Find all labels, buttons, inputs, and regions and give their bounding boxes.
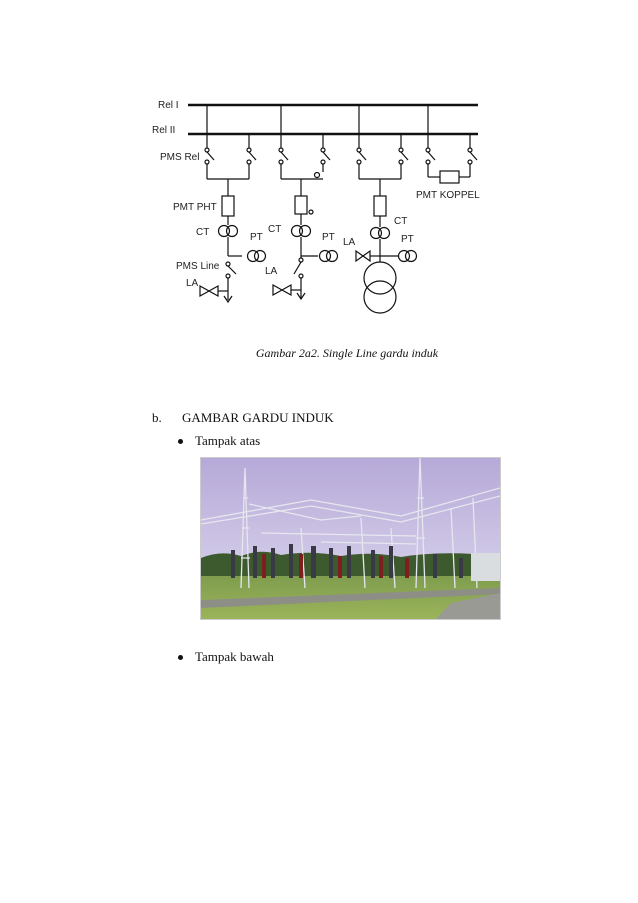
substation-photo	[200, 457, 501, 620]
section-title: GAMBAR GARDU INDUK	[182, 410, 334, 425]
bullet-text: Tampak atas	[195, 433, 261, 448]
bullet-dot-icon	[178, 655, 183, 660]
bullet-item	[178, 433, 260, 449]
label-pmt-pht: PMT PHT	[173, 202, 217, 213]
coupler-bay	[426, 105, 477, 183]
label-rel-2: Rel II	[152, 125, 176, 136]
figure-caption: Gambar 2a2. Single Line gardu induk	[255, 346, 439, 360]
section-number: b.	[152, 410, 162, 425]
bullet-dot-icon	[178, 439, 183, 444]
substation-photo-illustration	[201, 458, 500, 619]
diagram-labels	[152, 100, 480, 289]
label-pmt-koppel: PMT KOPPEL	[416, 190, 480, 201]
single-line-diagram	[0, 0, 638, 340]
section-heading	[152, 410, 334, 426]
bullet-text: Tampak bawah	[195, 649, 274, 664]
bullet-item	[178, 649, 274, 665]
label-pms-line: PMS Line	[176, 261, 220, 272]
label-ct-1: CT	[196, 227, 210, 238]
bay-3	[356, 105, 417, 313]
label-ct-3: CT	[394, 216, 408, 227]
label-la-1: LA	[186, 278, 199, 289]
label-ct-2: CT	[268, 224, 282, 235]
label-rel-1: Rel I	[158, 100, 179, 111]
label-pt-3: PT	[401, 234, 414, 245]
label-pt-1: PT	[250, 232, 263, 243]
label-la-3: LA	[343, 237, 356, 248]
label-la-2: LA	[265, 266, 278, 277]
label-pms-rel: PMS Rel	[160, 152, 200, 163]
label-pt-2: PT	[322, 232, 335, 243]
